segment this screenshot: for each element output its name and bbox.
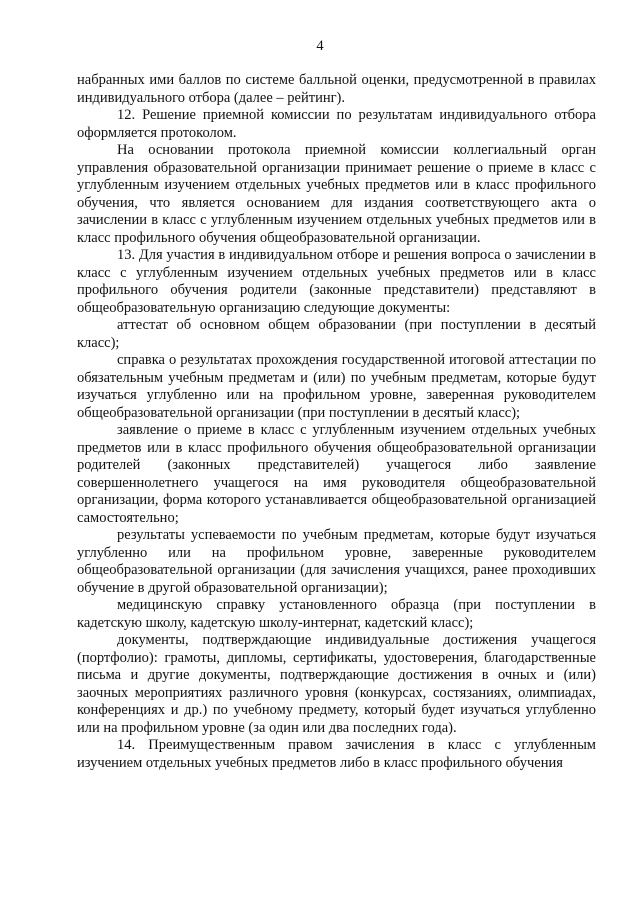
list-item-application: заявление о приеме в класс с углубленным изучением отдельных учебных предметов или в класс профильного обучения общеобразовательной организации родителей (законных представителей) учащегося либо заявление совершеннолетнего учащегося на имя руководителя общеобразовательной организации, форма которого устанавливается общеобразовательной организацией самостоятельно;: [77, 422, 596, 526]
list-item-certificate: аттестат об основном общем образовании (при поступлении в десятый класс);: [77, 317, 596, 351]
page-number: 4: [316, 38, 324, 54]
list-item-attestation-report: справка о результатах прохождения государственной итоговой аттестации по обязательным учебным предметам и (или) по учебным предметам, которые будут изучаться углубленно или на профильном уровне, заверенная руководителем общеобразовательной организации (при поступлении в десятый класс);: [77, 352, 596, 421]
paragraph-item-12: 12. Решение приемной комиссии по результатам индивидуального отбора оформляется протоколом.: [77, 107, 596, 141]
list-item-portfolio: документы, подтверждающие индивидуальные достижения учащегося (портфолио): грамоты, дипломы, сертификаты, удостоверения, благодарственные письма и другие документы, подтверждающие достижения в очных и (или) заочных мероприятиях различного уровня (конкурсах, состязаниях, олимпиадах, конференциях и др.) по учебному предмету, который будет изучаться углубленно или на профильном уровне (за один или два последних года).: [77, 632, 596, 736]
list-item-academic-results: результаты успеваемости по учебным предметам, которые будут изучаться углубленно или на профильном уровне, заверенные руководителем общеобразовательной организации (для зачисления учащихся, ранее проходивших обучение в другой образовательной организации);: [77, 527, 596, 596]
paragraph-item-14: 14. Преимущественным правом зачисления в класс с углубленным изучением отдельных учебных предметов либо в класс профильного обучения: [77, 737, 596, 771]
list-item-medical-certificate: медицинскую справку установленного образца (при поступлении в кадетскую школу, кадетскую школу-интернат, кадетский класс);: [77, 597, 596, 631]
paragraph-continuation: набранных ими баллов по системе балльной оценки, предусмотренной в правилах индивидуального отбора (далее – рейтинг).: [77, 72, 596, 106]
paragraph-protocol-decision: На основании протокола приемной комиссии коллегиальный орган управления образовательной организации принимает решение о приеме в класс с углубленным изучением отдельных учебных предметов или в класс профильного обучения, что является основанием для издания соответствующего акта о зачислении в класс с углубленным изучением отдельных учебных предметов или в класс профильного обучения общеобразовательной организации.: [77, 142, 596, 246]
document-body: [77, 72, 596, 772]
paragraph-item-13: 13. Для участия в индивидуальном отборе и решения вопроса о зачислении в класс с углубленным изучением отдельных учебных предметов или в класс профильного обучения родители (законные представители) представляют в общеобразовательную организацию следующие документы:: [77, 247, 596, 316]
